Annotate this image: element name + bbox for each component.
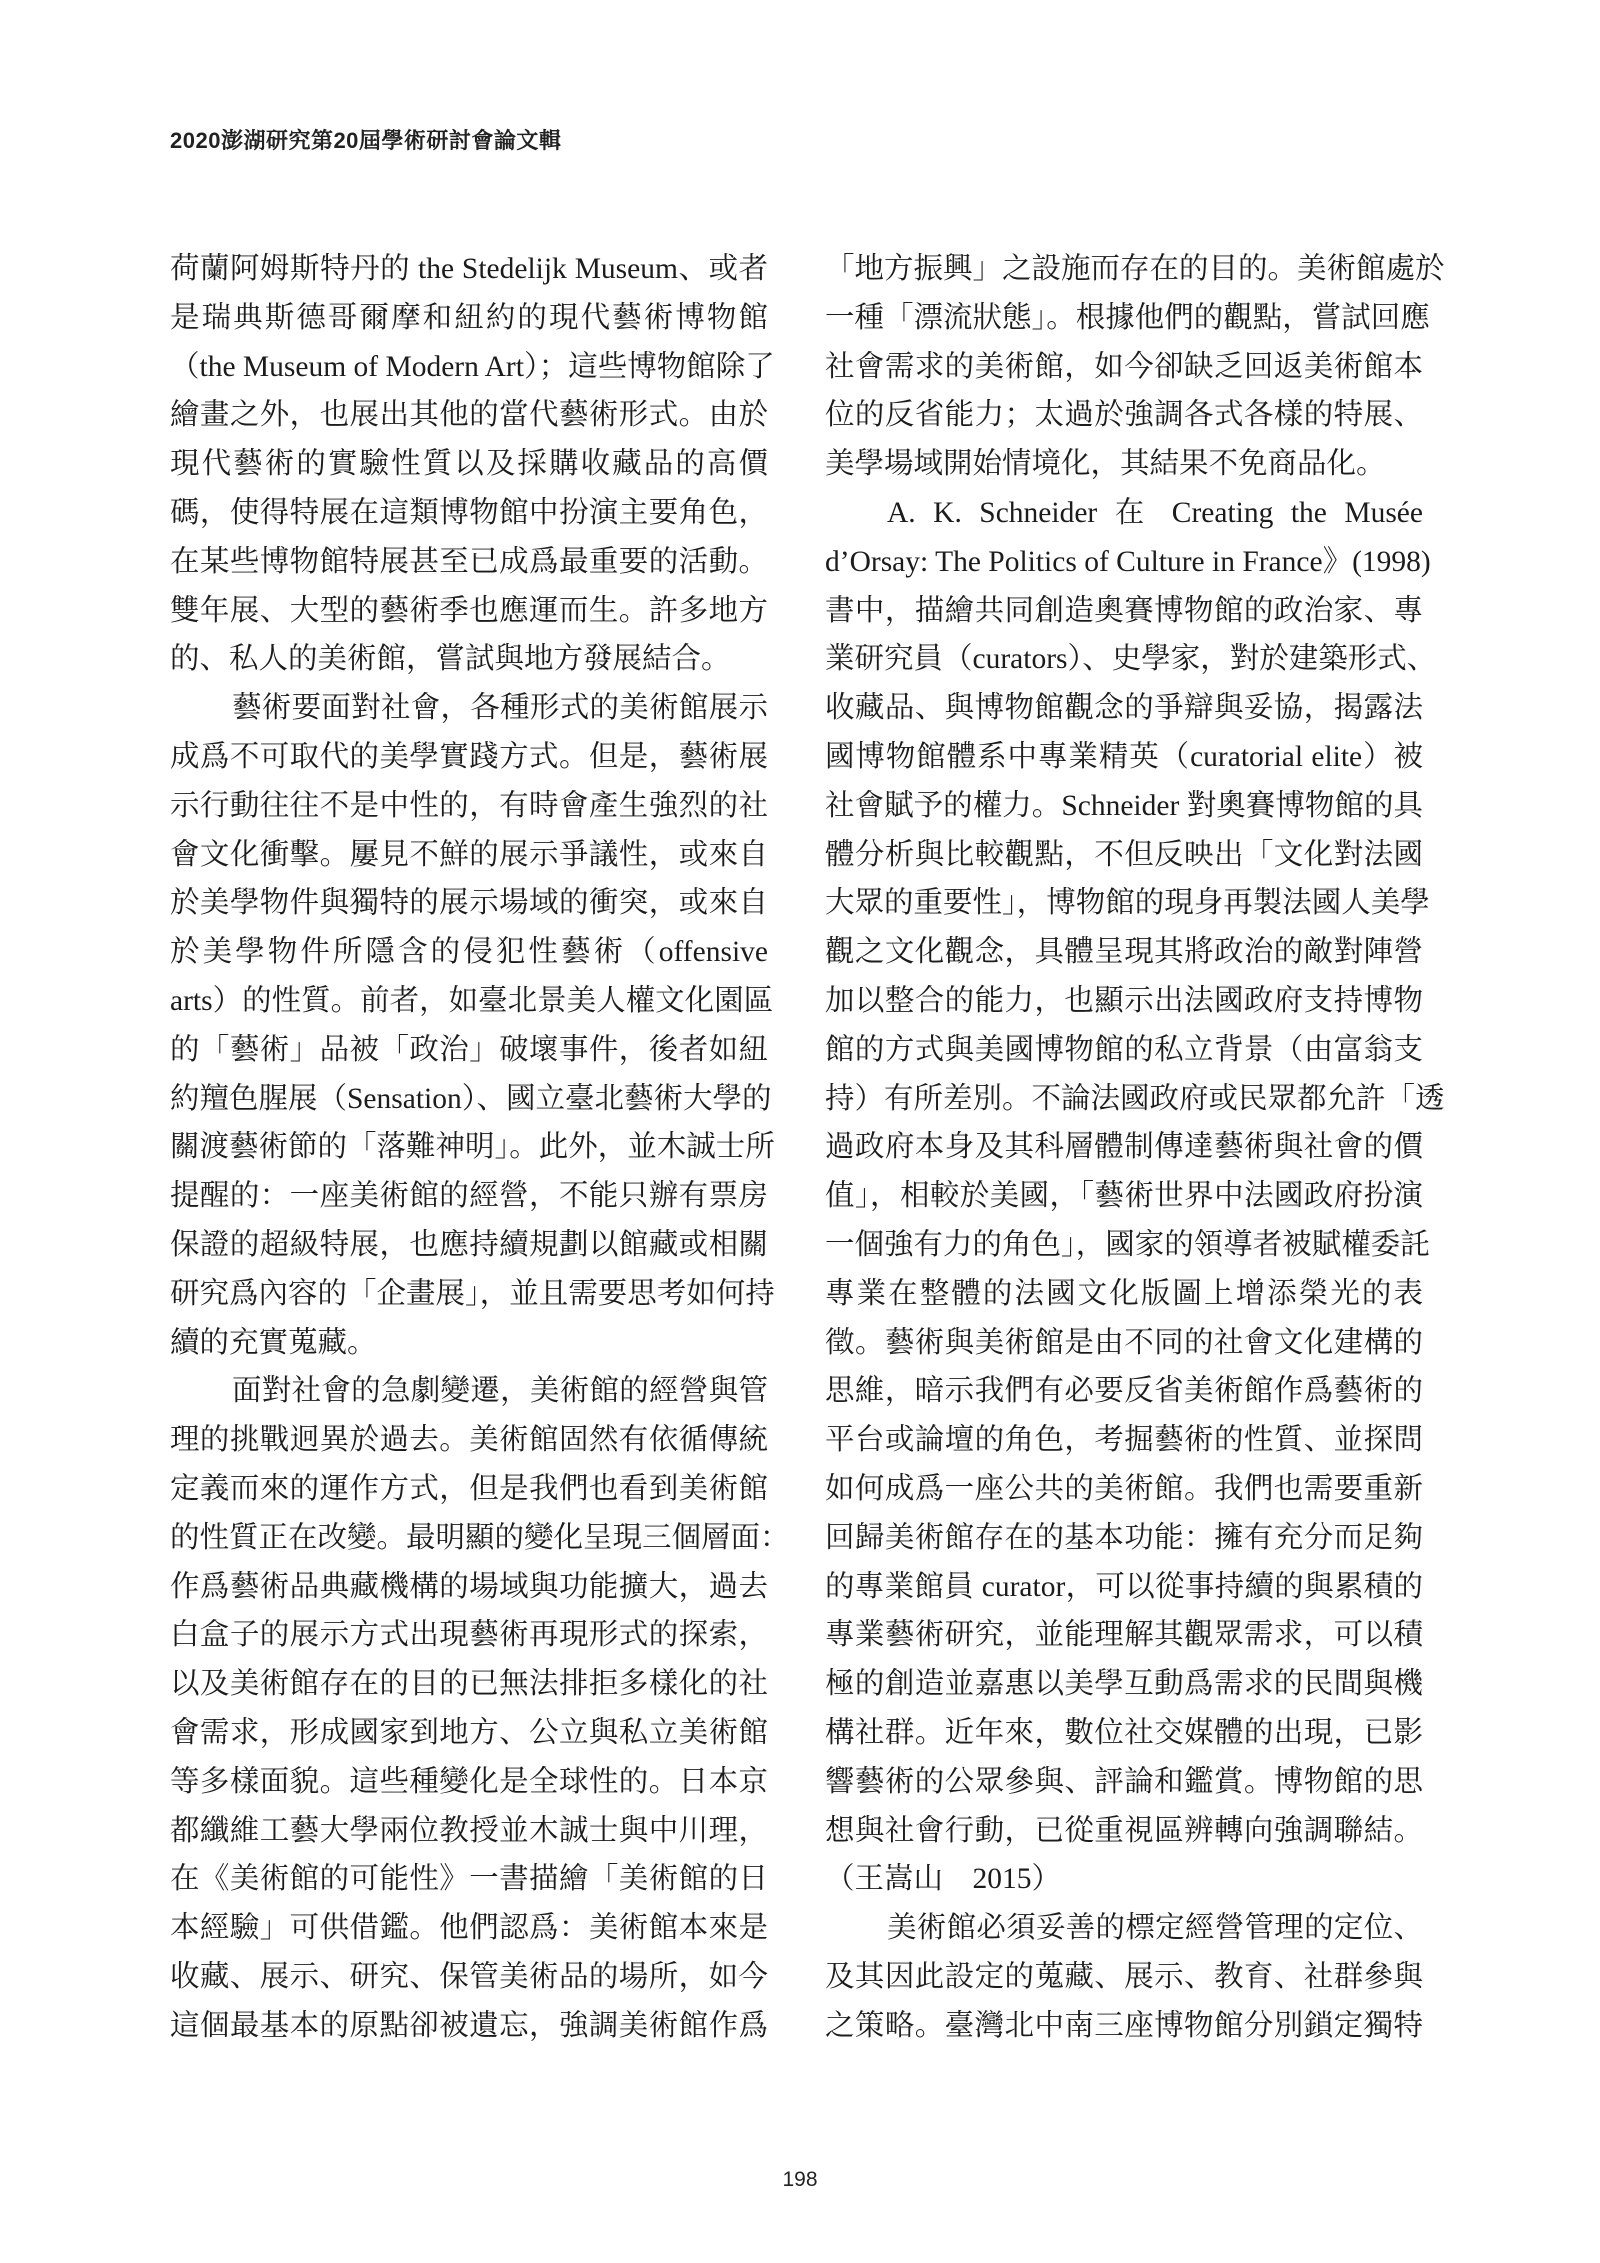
text-line: 書中，描繪共同創造奧賽博物館的政治家、專	[825, 594, 1423, 627]
text-line: 一種「漂流狀態」。根據他們的觀點，嘗試回應	[825, 301, 1430, 334]
paragraph	[170, 245, 775, 684]
text-line: 等多樣面貌。這些種變化是全球性的。日本京	[170, 1765, 768, 1798]
text-line: 雙年展、大型的藝術季也應運而生。許多地方	[170, 594, 768, 627]
paragraph	[825, 489, 1445, 1904]
text-line: 約羶色腥展（Sensation）、國立臺北藝術大學的	[170, 1082, 772, 1115]
text-line: 白盒子的展示方式出現藝術再現形式的探索，	[170, 1619, 768, 1652]
text-line: 的專業館員 curator，可以從事持續的與累積的	[825, 1570, 1423, 1603]
text-line: 加以整合的能力，也顯示出法國政府支持博物	[825, 984, 1423, 1017]
text-line: 回歸美術館存在的基本功能：擁有充分而足夠	[825, 1521, 1423, 1554]
text-line: 保證的超級特展，也應持續規劃以館藏或相關	[170, 1228, 768, 1261]
text-line: 示行動往往不是中性的，有時會產生強烈的社	[170, 789, 768, 822]
text-line: 收藏品、與博物館觀念的爭辯與妥協，揭露法	[825, 692, 1423, 725]
text-line: （the Museum of Modern Art）；這些博物館除了	[170, 350, 775, 383]
text-line: 在《美術館的可能性》一書描繪「美術館的日	[170, 1863, 768, 1896]
text-line: 持）有所差別。不論法國政府或民眾都允許「透	[825, 1082, 1445, 1115]
text-line: 會文化衝擊。屢見不鮮的展示爭議性，或來自	[170, 838, 768, 871]
text-line: 國博物館體系中專業精英（curatorial elite）被	[825, 740, 1423, 773]
text-line: 想與社會行動，已從重視區辨轉向強調聯結。	[825, 1814, 1423, 1847]
text-line: 值」，相較於美國，「藝術世界中法國政府扮演	[825, 1180, 1423, 1213]
running-header: 2020澎湖研究第20屆學術研討會論文輯	[170, 128, 562, 153]
text-line: d’Orsay: The Politics of Culture in France》(1998)	[825, 545, 1431, 578]
text-line: 的「藝術」品被「政治」破壞事件，後者如紐	[170, 1033, 768, 1066]
text-line: 繪畫之外，也展出其他的當代藝術形式。由於	[170, 399, 768, 432]
text-line: 收藏、展示、研究、保管美術品的場所，如今	[170, 1960, 768, 1993]
text-line: 會需求，形成國家到地方、公立與私立美術館	[170, 1716, 768, 1749]
paragraph	[170, 1367, 790, 2050]
paragraph	[825, 1904, 1423, 2050]
text-line: 於美學物件所隱含的侵犯性藝術（offensive	[170, 936, 768, 969]
text-line: 之策略。臺灣北中南三座博物館分別鎖定獨特	[825, 2009, 1423, 2042]
text-line: 業研究員（curators）、史學家，對於建築形式、	[825, 643, 1437, 676]
text-line: 體分析與比較觀點，不但反映出「文化對法國	[825, 838, 1423, 871]
text-line: 「地方振興」之設施而存在的目的。美術館處於	[825, 253, 1445, 285]
text-line: 平台或論壇的角色，考掘藝術的性質、並探問	[825, 1424, 1423, 1457]
text-line: 的、私人的美術館，嘗試與地方發展結合。	[170, 643, 731, 676]
text-line: 及其因此設定的蒐藏、展示、教育、社群參與	[825, 1960, 1423, 1993]
text-line: 在某些博物館特展甚至已成爲最重要的活動。	[170, 545, 768, 578]
text-line: 徵。藝術與美術館是由不同的社會文化建構的	[825, 1326, 1423, 1359]
text-line: 荷蘭阿姆斯特丹的 the Stedelijk Museum、或者	[170, 253, 768, 285]
text-line: 社會賦予的權力。Schneider 對奧賽博物館的具	[825, 789, 1423, 822]
text-line: 於美學物件與獨特的展示場域的衝突，或來自	[170, 887, 768, 920]
text-line: 思維，暗示我們有必要反省美術館作爲藝術的	[825, 1375, 1423, 1408]
text-line: 關渡藝術節的「落難神明」。此外，並木誠士所	[170, 1131, 775, 1164]
page-number: 198	[782, 2168, 818, 2191]
text-line: 響藝術的公眾參與、評論和鑑賞。博物館的思	[825, 1765, 1423, 1798]
text-line: 大眾的重要性」，博物館的現身再製法國人美學	[825, 887, 1430, 920]
text-line: 的性質正在改變。最明顯的變化呈現三個層面：	[170, 1521, 790, 1554]
text-column-right	[825, 245, 1445, 2050]
text-line: 理的挑戰迥異於過去。美術館固然有依循傳統	[170, 1424, 768, 1457]
paragraph	[825, 245, 1445, 489]
text-line: 極的創造並嘉惠以美學互動爲需求的民間與機	[825, 1668, 1423, 1701]
text-line: 藝術要面對社會，各種形式的美術館展示	[232, 692, 768, 725]
text-line: 過政府本身及其科層體制傳達藝術與社會的價	[825, 1131, 1423, 1164]
text-line: 一個強有力的角色」，國家的領導者被賦權委託	[825, 1228, 1430, 1261]
text-line: 位的反省能力；太過於強調各式各樣的特展、	[825, 399, 1423, 432]
text-line: 成爲不可取代的美學實踐方式。但是，藝術展	[170, 740, 768, 773]
paragraph	[170, 684, 775, 1367]
text-line: A. K. Schneider 在 Creating the Musée	[887, 496, 1423, 529]
text-line: 研究爲內容的「企畫展」，並且需要思考如何持	[170, 1277, 775, 1310]
text-line: 都纖維工藝大學兩位教授並木誠士與中川理，	[170, 1814, 768, 1847]
text-line: 構社群。近年來，數位社交媒體的出現，已影	[825, 1716, 1423, 1749]
text-line: 如何成爲一座公共的美術館。我們也需要重新	[825, 1472, 1423, 1505]
text-line: 專業在整體的法國文化版圖上增添榮光的表	[825, 1277, 1423, 1310]
text-line: 現代藝術的實驗性質以及採購收藏品的高價	[170, 448, 768, 481]
text-line: 續的充實蒐藏。	[170, 1326, 377, 1359]
text-line: 觀之文化觀念，具體呈現其將政治的敵對陣營	[825, 936, 1423, 969]
text-line: （王嵩山 2015）	[825, 1863, 1062, 1896]
text-line: 這個最基本的原點卻被遺忘，強調美術館作爲	[170, 2009, 768, 2042]
text-line: 作爲藝術品典藏機構的場域與功能擴大，過去	[170, 1570, 768, 1603]
text-line: 面對社會的急劇變遷，美術館的經營與管	[232, 1375, 768, 1408]
text-line: 以及美術館存在的目的已無法排拒多樣化的社	[170, 1668, 768, 1701]
text-line: 是瑞典斯德哥爾摩和紐約的現代藝術博物館	[170, 301, 768, 334]
text-line: 美學場域開始情境化，其結果不免商品化。	[825, 448, 1386, 481]
text-line: 碼，使得特展在這類博物館中扮演主要角色，	[170, 496, 768, 529]
text-line: 專業藝術研究，並能理解其觀眾需求，可以積	[825, 1619, 1423, 1652]
text-line: 提醒的：一座美術館的經營，不能只辦有票房	[170, 1180, 768, 1213]
text-line: 本經驗」可供借鑑。他們認爲：美術館本來是	[170, 1912, 768, 1945]
text-line: 定義而來的運作方式，但是我們也看到美術館	[170, 1472, 768, 1505]
text-line: arts）的性質。前者，如臺北景美人權文化園區	[170, 984, 774, 1017]
text-line: 館的方式與美國博物館的私立背景（由富翁支	[825, 1033, 1423, 1066]
text-line: 美術館必須妥善的標定經營管理的定位、	[887, 1912, 1423, 1945]
text-line: 社會需求的美術館，如今卻缺乏回返美術館本	[825, 350, 1423, 383]
text-column-left	[170, 245, 790, 2050]
